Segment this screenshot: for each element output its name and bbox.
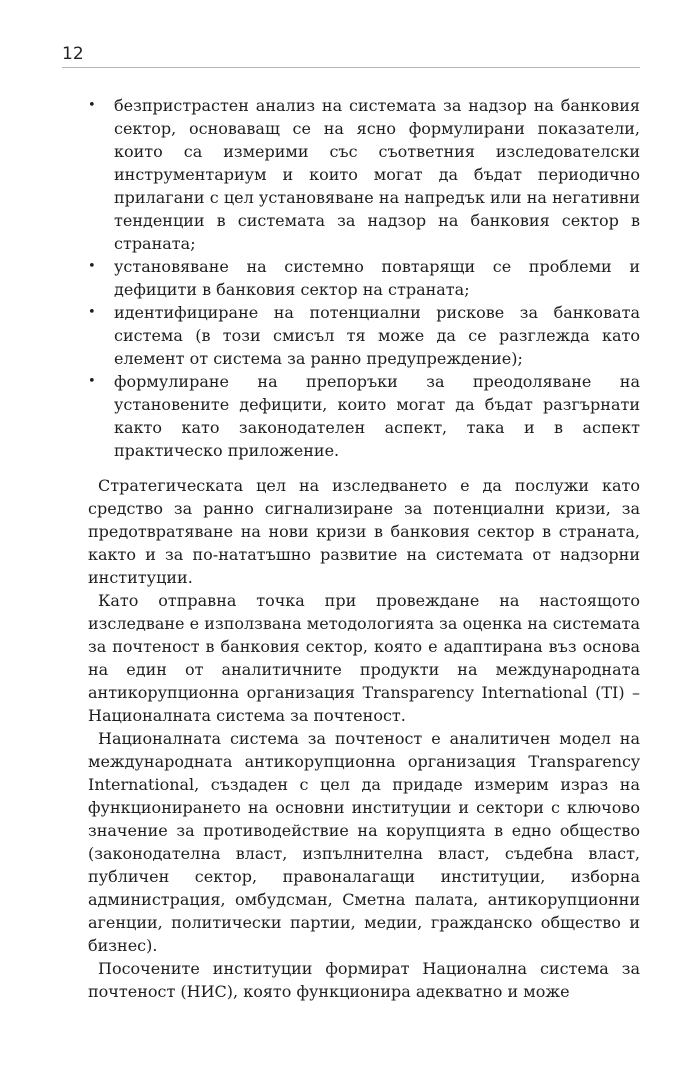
bullet-item: • формулиране на препоръки за преодоляване на установените дефицити, които могат да бъдат разгърнати както като законодателен аспект, така и в аспект практическо приложение. [88,370,640,462]
bullet-list [88,94,640,462]
body-paragraph: Като отправна точка при провеждане на настоящото изследване е използвана методологията за оценка на системата за почтеност в банковия сектор, която е адаптирана въз основа на един от аналитичните продукти на международната антикорупционна организация Transparency International (TI) – Националната система за почтеност. [88,591,640,725]
body-paragraph: Стратегическата цел на изследването е да послужи като средство за ранно сигнализиране за потенциални кризи, за предотвратяване на нови кризи в банковия сектор в страната, както и за по-нататъшно развитие на системата от надзорни институции. [88,476,640,587]
header-divider [62,67,640,68]
bullet-item: • установяване на системно повтарящи се проблеми и дефицити в банковия сектор на страната; [88,255,640,301]
page-body [88,94,640,1003]
body-paragraph: Посочените институции формират Национална система за почтеност (НИС), която функционира адекватно и може [88,959,640,1001]
bullet-item: • идентифициране на потенциални рискове за банковата система (в този смисъл тя може да се разглежда като елемент от система за ранно предупреждение); [88,301,640,370]
body-paragraph: Националната система за почтеност е аналитичен модел на международната антикорупционна организация Transparency International, създаден с цел да придаде измерим израз на функционирането на основни институции и сектори с ключово значение за противодействие на корупцията в едно общество (законодателна власт, изпълнителна власт, съдебна власт, публичен сектор, правоналагащи институции, изборна администрация, омбудсман, Сметна палата, антикорупционни агенции, политически партии, медии, гражданско общество и бизнес). [88,729,640,955]
bullet-item: • безпристрастен анализ на системата за надзор на банковия сектор, основаващ се на ясно формулирани показатели, които са измерими със съответния изследователски инструментариум и които могат да бъдат периодично прилагани с цел установяване на напредък или на негативни тенденции в системата за надзор на банковия сектор в страната; [88,94,640,255]
page-number: 12 [62,44,84,64]
